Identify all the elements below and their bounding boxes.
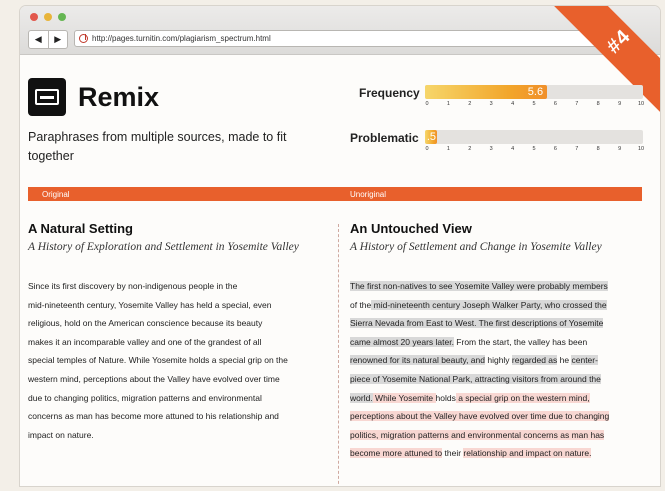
unoriginal-text [350,277,609,463]
scale-tick: 5 [532,146,536,152]
rank-label: #4 [602,24,636,58]
text-segment: holds [435,392,456,403]
problematic-fill [425,130,437,144]
highlight-pink: politics, migration patterns and environmental concerns as man has [350,429,605,440]
unoriginal-subtitle: A History of Settlement and Change in Yosemite Valley [350,241,602,253]
scale-tick: 4 [511,146,515,152]
url-text: http://pages.turnitin.com/plagiarism_spectrum.html [92,34,271,43]
highlight-gray: Sierra Nevada from East to West. The first descriptions of Yosemite [350,318,604,329]
original-band-label: Original [42,190,70,199]
text-segment: From the start, the valley has been [453,336,588,347]
scale-tick: 6 [553,101,557,107]
text-segment: their [442,448,464,459]
original-text-line: mid-nineteenth century, Yosemite Valley has held a special, even [28,299,272,310]
column-divider [338,224,339,486]
original-heading: A Natural Setting [28,221,133,236]
original-text-line: makes it an incomparable valley and one of the grandest of all [28,336,262,347]
browser-window [20,6,660,486]
nav-buttons [28,30,68,49]
scale-tick: 6 [553,146,557,152]
highlight-gray: the [594,299,607,310]
original-text-line: special temples of Nature. While Yosemite holds a special grip on the [28,355,288,366]
scale-tick: 2 [468,146,472,152]
highlight-gray: The first non-natives to see Yosemite Valley were probably members [350,281,608,291]
back-button[interactable]: ◀ [34,34,42,44]
original-subtitle: A History of Exploration and Settlement in Yosemite Valley [28,241,299,253]
page-title: Remix [78,82,160,112]
close-window-button[interactable] [30,13,38,21]
page-description: Paraphrases from multiple sources, made to fit together [28,130,287,163]
highlight-gray: piece of Yosemite National Park, attracting visitors from around the [350,373,601,384]
frequency-bar [425,85,643,99]
unoriginal-text-line [350,296,609,315]
scale-tick: 3 [489,146,493,152]
frequency-label: Frequency [359,86,420,100]
scale-tick: 4 [511,101,515,107]
scale-tick: 0 [425,146,429,152]
problematic-value: .5 [426,131,436,143]
scale-tick: 10 [637,146,645,152]
unoriginal-text-line [350,389,609,408]
scale-tick: 2 [468,101,472,107]
scale-tick: 8 [596,101,600,107]
cassette-tape-icon [28,78,66,116]
unoriginal-text-line [350,351,609,370]
scale-tick: 7 [575,146,579,152]
unoriginal-text-line [350,426,609,445]
unoriginal-text-line [350,407,609,426]
original-text-line: impact on nature. [28,429,94,440]
problematic-label: Problematic [350,131,419,145]
unoriginal-text-line [350,277,609,296]
highlight-gray: center- [571,355,598,366]
scale-tick: 9 [618,146,622,152]
address-bar[interactable] [74,30,614,47]
text-segment: he [557,355,572,366]
original-text-line: western mind, perceptions about the Valley have evolved over time [28,373,280,384]
highlight-pink: become more attuned to [350,448,443,459]
unoriginal-heading: An Untouched View [350,221,472,236]
scale-tick: 5 [532,101,536,107]
frequency-fill [425,85,547,99]
unoriginal-text-line [350,333,609,352]
highlight-gray: came almost 20 years later. [350,336,454,347]
unoriginal-text-line [350,370,609,389]
text-segment: highly [484,355,512,366]
highlight-gray: mid-nineteenth century Joseph Walker Party, who crossed [371,299,595,310]
original-text [28,277,288,444]
highlight-pink: While Yosemite [372,392,436,403]
scale-tick: 0 [425,101,429,107]
unoriginal-text-line [350,444,609,463]
problematic-scale [425,146,643,154]
minimize-window-button[interactable] [44,13,52,21]
unoriginal-band-label: Unoriginal [350,190,387,199]
original-text-line: concerns as man has become more attuned to his relationship and [28,411,279,422]
forward-button[interactable]: ▶ [48,31,68,48]
frequency-scale [425,101,643,109]
scale-tick: 7 [575,101,579,107]
highlight-pink: a special grip on the western mind, [455,392,590,403]
text-segment: of the [350,299,372,310]
maximize-window-button[interactable] [58,13,66,21]
highlight-gray: world. [350,392,373,403]
original-text-line: Since its first discovery by non-indigenous people in the [28,281,238,291]
scale-tick: 9 [618,101,622,107]
highlight-gray: renowned for its natural beauty, and [350,355,485,366]
frequency-value: 5.6 [527,86,544,98]
scale-tick: 1 [446,146,450,152]
highlight-pink: relationship and impact on nature. [463,448,592,459]
problematic-bar [425,130,643,144]
scale-tick: 3 [489,101,493,107]
site-favicon-icon [79,34,88,43]
original-text-line: religious, hold on the American conscience because its beauty [28,318,263,329]
original-text-line: due to changing politics, migration patterns and environmental [28,392,262,403]
section-band [28,187,642,201]
highlight-pink: perceptions about the Valley have evolved over time due to changing [350,411,610,422]
highlight-gray: regarded as [511,355,558,366]
scale-tick: 8 [596,146,600,152]
scale-tick: 1 [446,101,450,107]
scale-tick: 10 [637,101,645,107]
unoriginal-text-line [350,314,609,333]
